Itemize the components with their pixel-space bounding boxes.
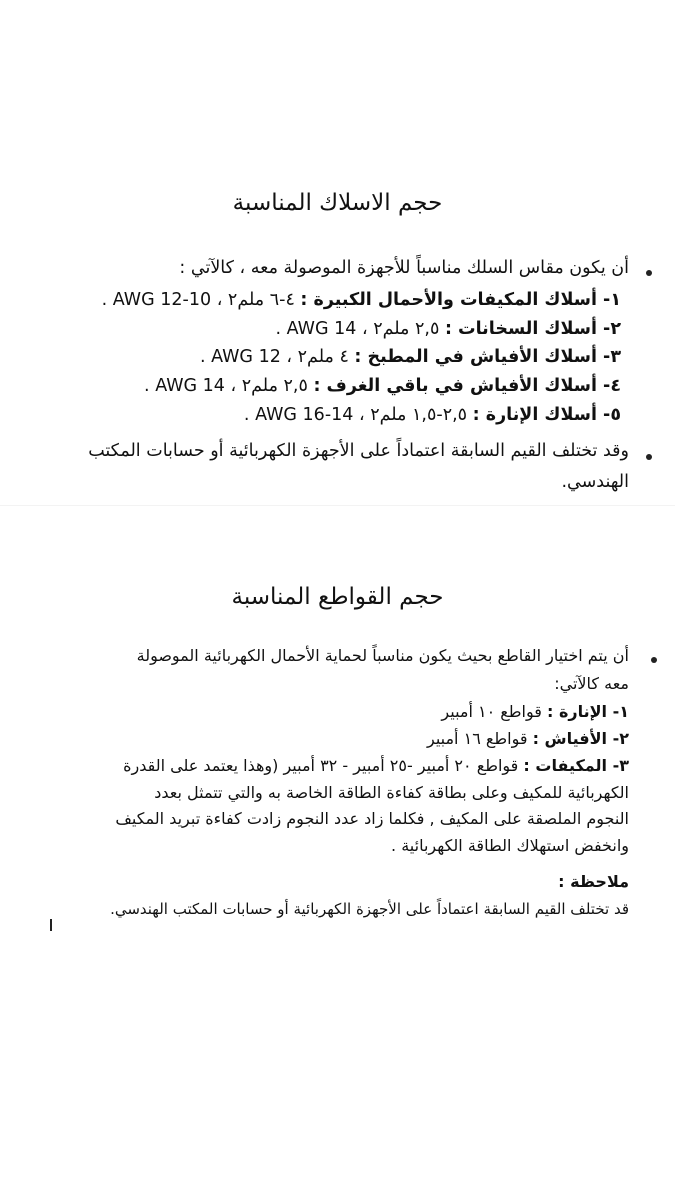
breakers-note-text: قد تختلف القيم السابقة اعتماداً على الأجهزة الكهربائية أو حسابات المكتب الهندسي. — [110, 900, 629, 918]
wires-item-heaters — [276, 319, 621, 339]
bullet-icon — [651, 657, 657, 663]
breakers-section-title: حجم القواطع المناسبة — [231, 584, 444, 610]
breakers-item-ac — [123, 756, 629, 775]
section-divider — [0, 505, 675, 506]
wires-item-ac — [102, 290, 621, 310]
breakers-ac-continuation-2: النجوم الملصقة على المكيف , فكلما زاد عدد النجوم زادت كفاءة تبريد المكيف — [115, 809, 629, 828]
wires-section-title: حجم الاسلاك المناسبة — [232, 190, 443, 216]
breakers-item-sockets — [427, 729, 629, 748]
breakers-item-value: قواطع ١٠ أمبير — [441, 702, 547, 721]
bullet-icon — [646, 454, 652, 460]
bullet-icon — [646, 270, 652, 276]
breakers-item-value: قواطع ٢٠ أمبير -٢٥ أمبير - ٣٢ أمبير (وهذا يعتمد على القدرة — [123, 756, 524, 775]
wires-intro: أن يكون مقاس السلك مناسباً للأجهزة الموصولة معه ، كالآتي : — [179, 258, 629, 278]
wires-item-label: ٣- أسلاك الأفياش في المطبخ : — [354, 347, 621, 367]
wires-item-value: ٤ ملم٢ ، 12 AWG . — [199, 347, 355, 367]
wires-item-value: ٢,٥ ملم٢ ، 14 AWG . — [275, 319, 445, 339]
wires-note-line-2: الهندسي. — [561, 472, 629, 492]
breakers-item-label: ٢- الأفياش : — [532, 729, 629, 748]
wires-item-kitchen-sockets — [200, 347, 621, 367]
breakers-ac-continuation-3: وانخفض استهلاك الطاقة الكهربائية . — [391, 836, 629, 855]
breakers-note-title: ملاحظة : — [558, 872, 629, 891]
wires-item-label: ٥- أسلاك الإنارة : — [472, 405, 621, 425]
wires-item-room-sockets — [144, 376, 621, 396]
wires-item-lighting — [244, 405, 621, 425]
breakers-item-label: ١- الإنارة : — [546, 702, 629, 721]
breakers-item-label: ٣- المكيفات : — [523, 756, 629, 775]
wires-item-value: ٢,٥ ملم٢ ، 14 AWG . — [144, 376, 314, 396]
wires-item-label: ٢- أسلاك السخانات : — [444, 319, 621, 339]
wires-item-label: ٤- أسلاك الأفياش في باقي الغرف : — [313, 376, 621, 396]
breakers-intro-line-2: معه كالآتي: — [554, 674, 629, 693]
breakers-intro-line-1: أن يتم اختيار القاطع بحيث يكون مناسباً لحماية الأحمال الكهربائية الموصولة — [136, 646, 629, 665]
wires-item-value: ٢,٥-١,٥ ملم٢ ، 14-16 AWG . — [243, 405, 473, 425]
breakers-item-value: قواطع ١٦ أمبير — [427, 729, 533, 748]
breakers-ac-continuation-1: الكهربائية للمكيف وعلى بطاقة كفاءة الطاقة الخاصة به والتي تتمثل بعدد — [154, 783, 629, 802]
wires-note-line-1: وقد تختلف القيم السابقة اعتماداً على الأجهزة الكهربائية أو حسابات المكتب — [88, 441, 629, 461]
wires-item-label: ١- أسلاك المكيفات والأحمال الكبيرة : — [300, 290, 621, 310]
wires-item-value: ٤-٦ ملم٢ ، 10-12 AWG . — [101, 290, 301, 310]
text-cursor-mark — [50, 919, 52, 931]
breakers-item-lighting — [441, 702, 629, 721]
